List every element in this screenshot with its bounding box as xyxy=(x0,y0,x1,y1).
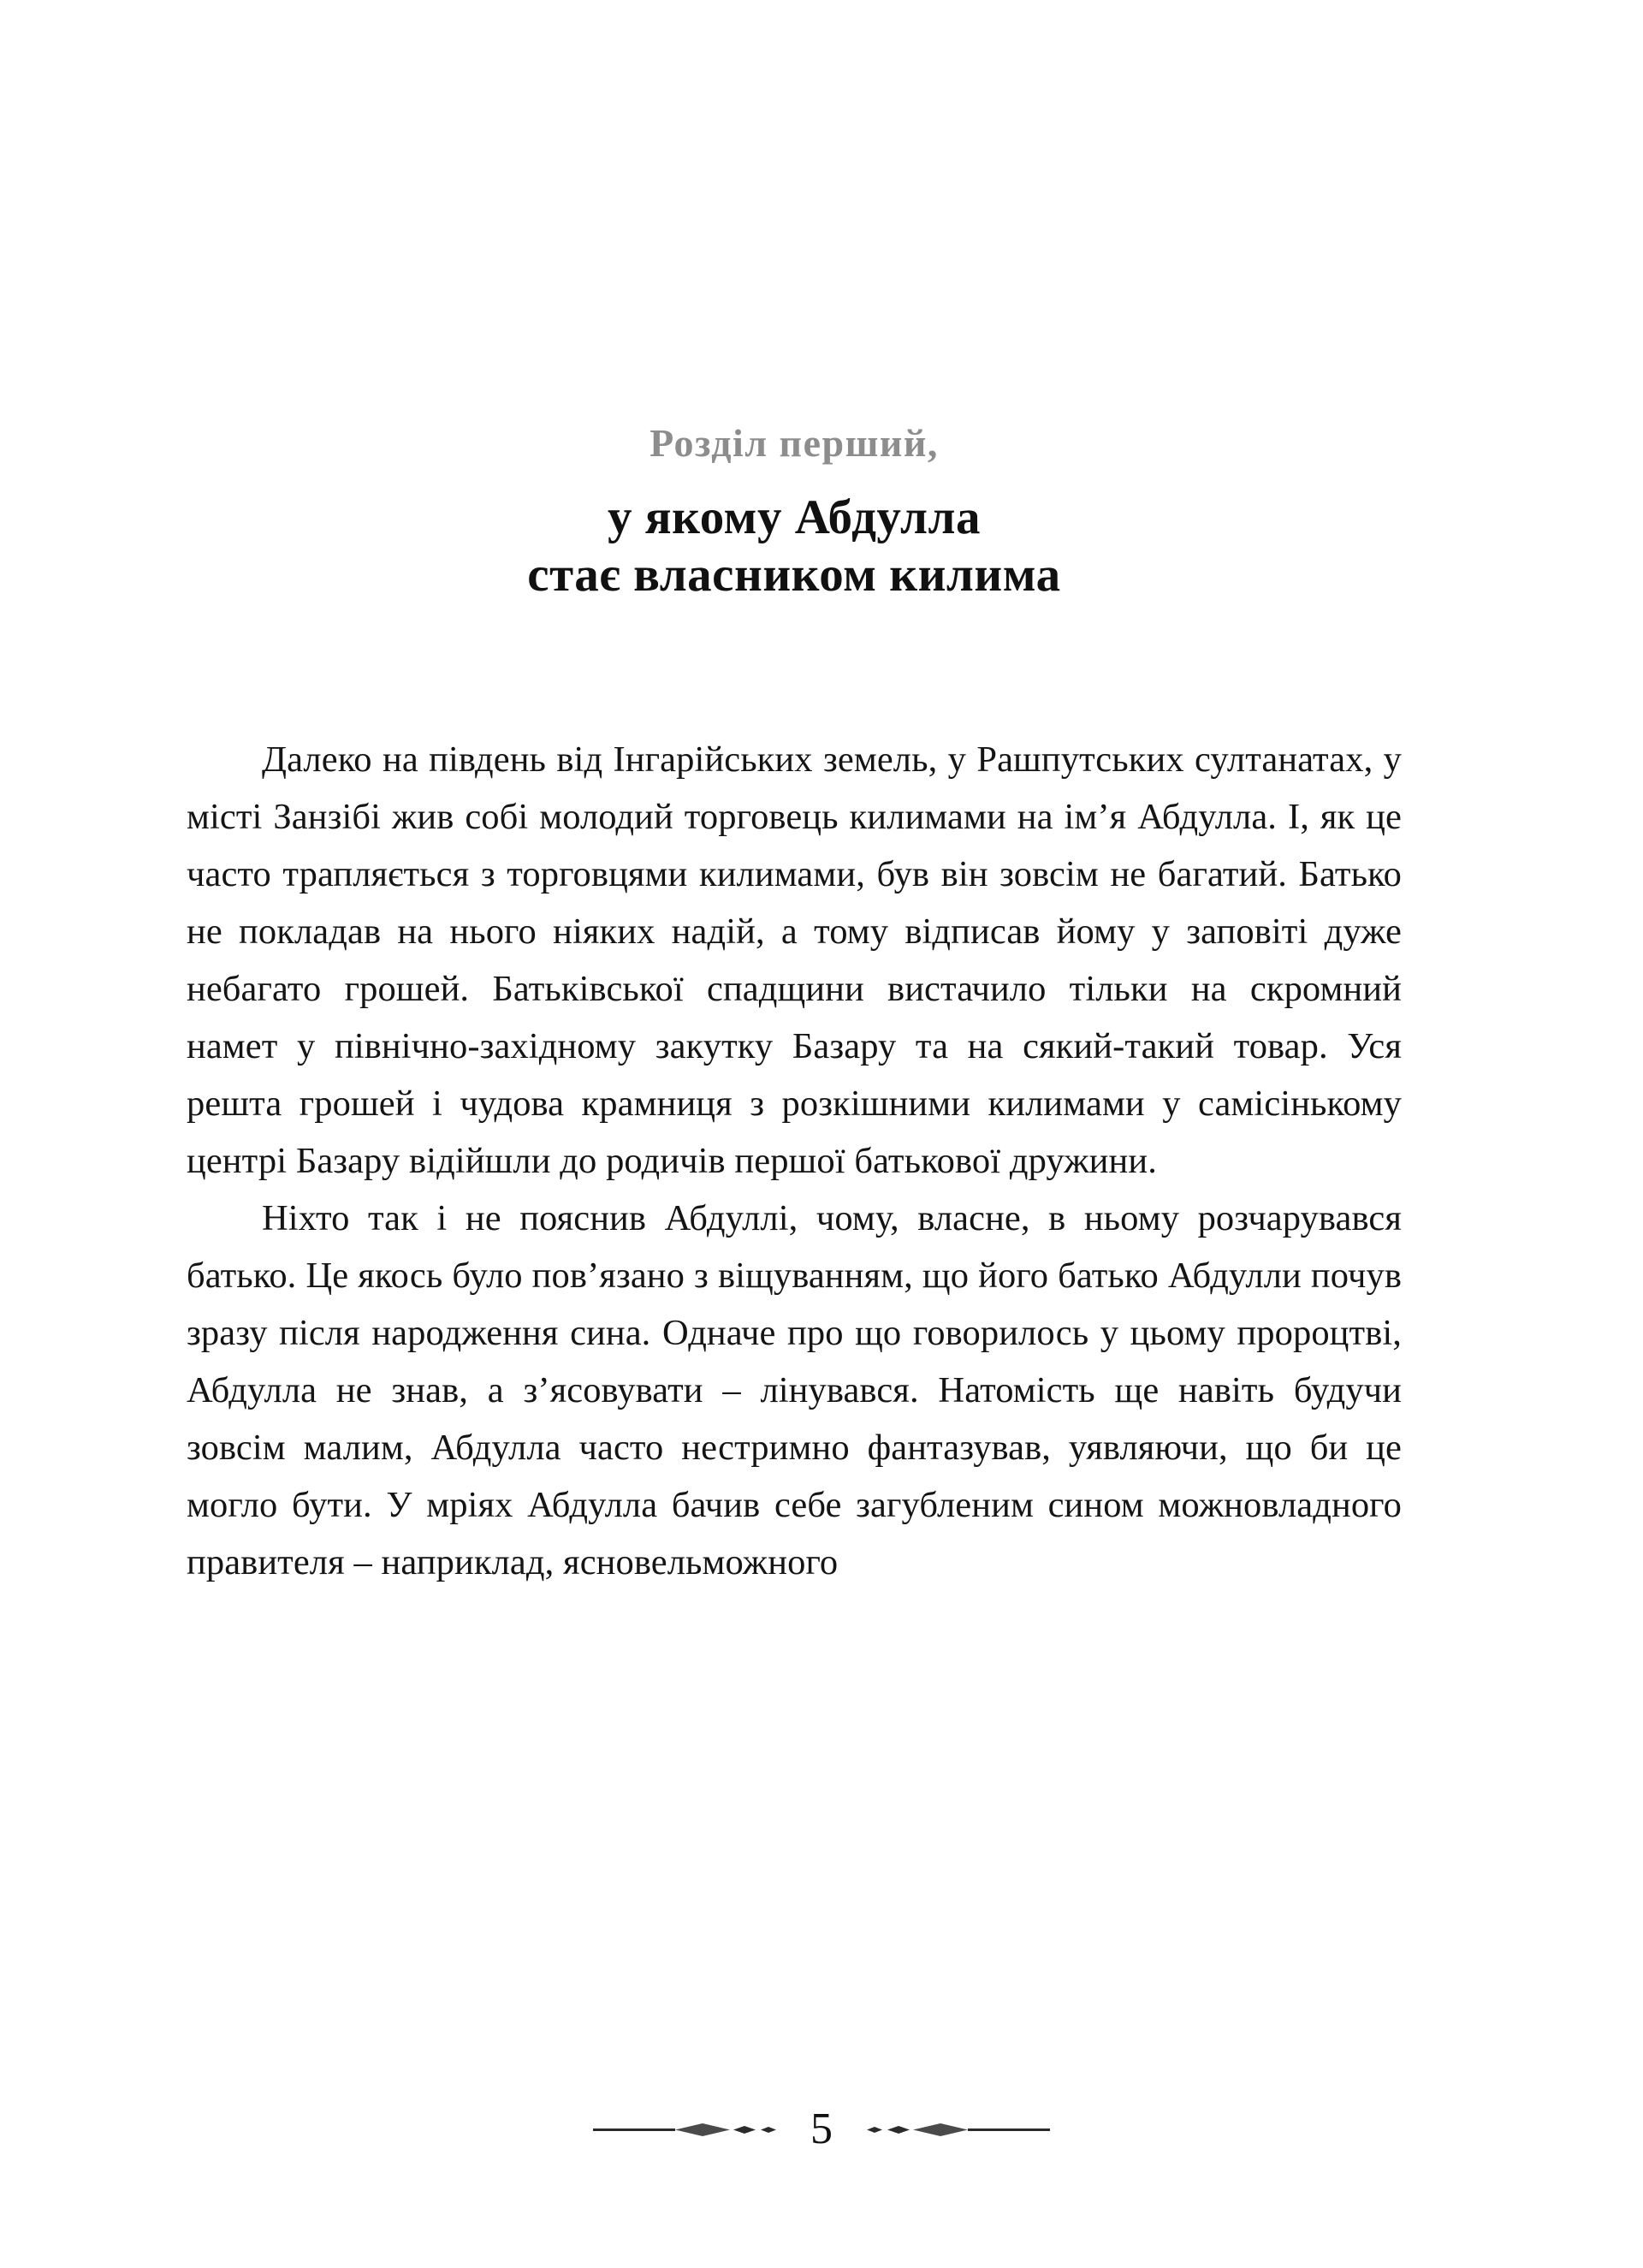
page-title xyxy=(187,489,1402,604)
paragraph: Ніхто так і не пояснив Абдуллі, чому, власне, в ньому розчарувався батько. Це якось було пов’язано з віщуванням, що його батько Абдулли почув зразу після народження сина. Одначе про що говорилось у цьому пророцтві, Абдулла не знав, а з’ясовувати – лінувався. Натомість ще навіть будучи зовсім малим, Абдулла часто нестримно фантазував, уявляючи, що би це могло бути. У мріях Абдулла бачив себе загубленим сином можновладного правителя – наприклад, ясновельможного xyxy=(187,1197,1402,1582)
chapter-kicker: Розділ перший, xyxy=(649,421,939,465)
page-number: 5 xyxy=(810,2105,833,2153)
ornament-right-icon xyxy=(862,2120,1050,2139)
chapter-title-line-2: стає власником килима xyxy=(527,548,1061,603)
ornament-left-icon xyxy=(593,2120,781,2139)
page-content xyxy=(187,0,1402,1591)
chapter-title-line-1: у якому Абдулла xyxy=(608,490,981,545)
chapter-heading xyxy=(187,419,1402,604)
paragraph: Далеко на південь від Інгарійських земель, у Рашпутських султанатах, у місті Занзібі жив собі молодий торговець килимами на ім’я Абдулла. І, як це часто трапляється з торговцями килимами, був він зовсім не багатий. Батько не покладав на нього ніяких надій, а тому відписав йому у заповіті дуже небагато грошей. Батьківської спадщини вистачило тільки на скромний намет у північно-західному закутку Базару та на сякий-такий товар. Уся решта грошей і чудова крамниця з розкішними килимами у самісінькому центрі Базару відійшли до родичів першої батькової дружини. xyxy=(187,739,1402,1181)
body-text xyxy=(187,731,1402,1591)
page-footer xyxy=(0,2107,1643,2152)
